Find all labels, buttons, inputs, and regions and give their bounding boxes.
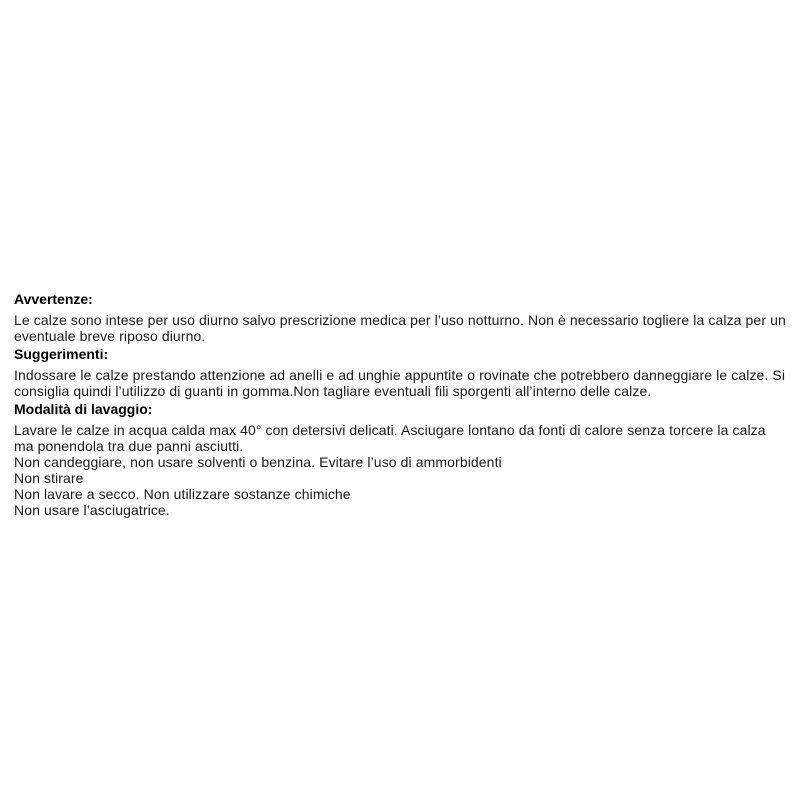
care-section	[14, 401, 788, 518]
section-heading: Suggerimenti:	[14, 346, 109, 362]
section-body: Indossare le calze prestando attenzione ad anelli e ad unghie appuntite o rovinate che potrebbero danneggiare le calze. Si consiglia quindi l’utilizzo di guanti in gomma.Non tagliare eventuali fili sporgenti all’interno delle calze.	[14, 367, 786, 399]
section-heading: Avvertenze:	[14, 291, 93, 307]
section-heading: Modalità di lavaggio:	[14, 401, 153, 417]
section-body: Le calze sono intese per uso diurno salvo prescrizione medica per l’uso notturno. Non è necessario togliere la calza per un eventuale breve riposo diurno.	[14, 312, 786, 344]
care-section	[14, 346, 788, 399]
section-body: Lavare le calze in acqua calda max 40° con detersivi delicati. Asciugare lontano da fonti di calore senza torcere la calza ma ponendola tra due panni asciutti. Non candeggiare, non usare solventi o benzina. Evitare l’uso di ammorbidenti Non stirare Non lavare a secco. Non utilizzare sostanze chimiche Non usare l’asciugatrice.	[14, 422, 766, 518]
care-section	[14, 291, 788, 344]
